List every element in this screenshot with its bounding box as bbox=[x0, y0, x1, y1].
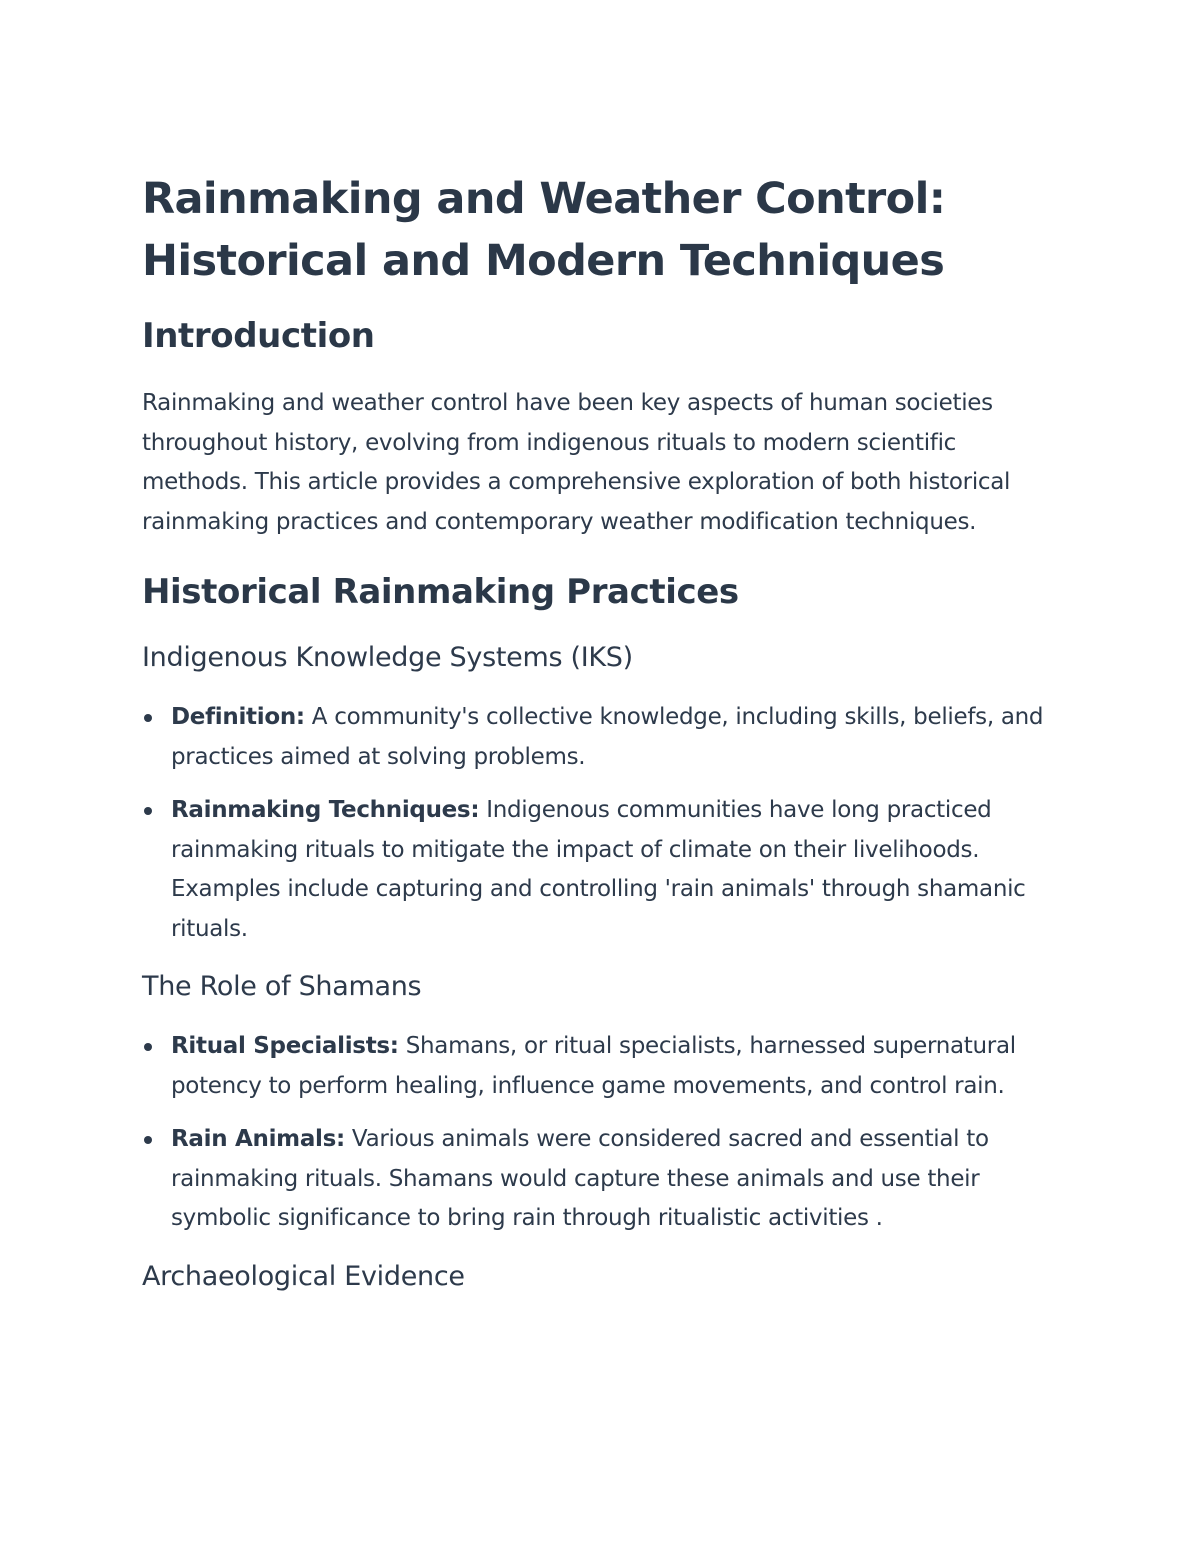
bullet-icon bbox=[144, 807, 152, 815]
bullet-icon bbox=[144, 1043, 152, 1051]
list-item-term: Definition: bbox=[171, 704, 305, 730]
shamans-heading: The Role of Shamans bbox=[142, 971, 422, 1002]
document-title: Rainmaking and Weather Control: Historical and Modern Techniques bbox=[142, 174, 946, 286]
list-item-term: Ritual Specialists: bbox=[171, 1033, 399, 1059]
historical-heading: Historical Rainmaking Practices bbox=[142, 572, 739, 612]
list-item-text: Various animals were considered sacred and essential to rainmaking rituals. Shamans would capture these animals and use their symbolic significance to bring rain through ritualistic activities . bbox=[171, 1126, 989, 1231]
archaeology-heading: Archaeological Evidence bbox=[142, 1260, 465, 1292]
list-item bbox=[142, 1120, 1062, 1239]
introduction-paragraph: Rainmaking and weather control have been key aspects of human societies throughout history, evolving from indigenous rituals to modern scientific methods. This article provides a comprehensive exploration of both historical rainmaking practices and contemporary weather modification techniques. bbox=[142, 390, 1011, 535]
list-item bbox=[142, 1027, 1062, 1106]
bullet-icon bbox=[144, 1136, 152, 1144]
introduction-heading: Introduction bbox=[142, 316, 375, 356]
list-item-term: Rain Animals: bbox=[171, 1126, 345, 1152]
iks-heading: Indigenous Knowledge Systems (IKS) bbox=[142, 642, 633, 673]
bullet-icon bbox=[144, 714, 152, 722]
list-item-text: Indigenous communities have long practiced rainmaking rituals to mitigate the impact of climate on their livelihoods. Examples include capturing and controlling 'rain animals' through shamanic rituals. bbox=[171, 797, 1026, 942]
iks-list bbox=[142, 698, 1062, 949]
list-item bbox=[142, 791, 1062, 949]
list-item bbox=[142, 698, 1062, 777]
list-item-term: Rainmaking Techniques: bbox=[171, 797, 480, 823]
list-item-text: A community's collective knowledge, including skills, beliefs, and practices aimed at solving problems. bbox=[171, 704, 1044, 770]
list-item-text: Shamans, or ritual specialists, harnessed supernatural potency to perform healing, influence game movements, and control rain. bbox=[171, 1033, 1016, 1099]
shamans-list bbox=[142, 1027, 1062, 1239]
document-page bbox=[142, 168, 1062, 1295]
